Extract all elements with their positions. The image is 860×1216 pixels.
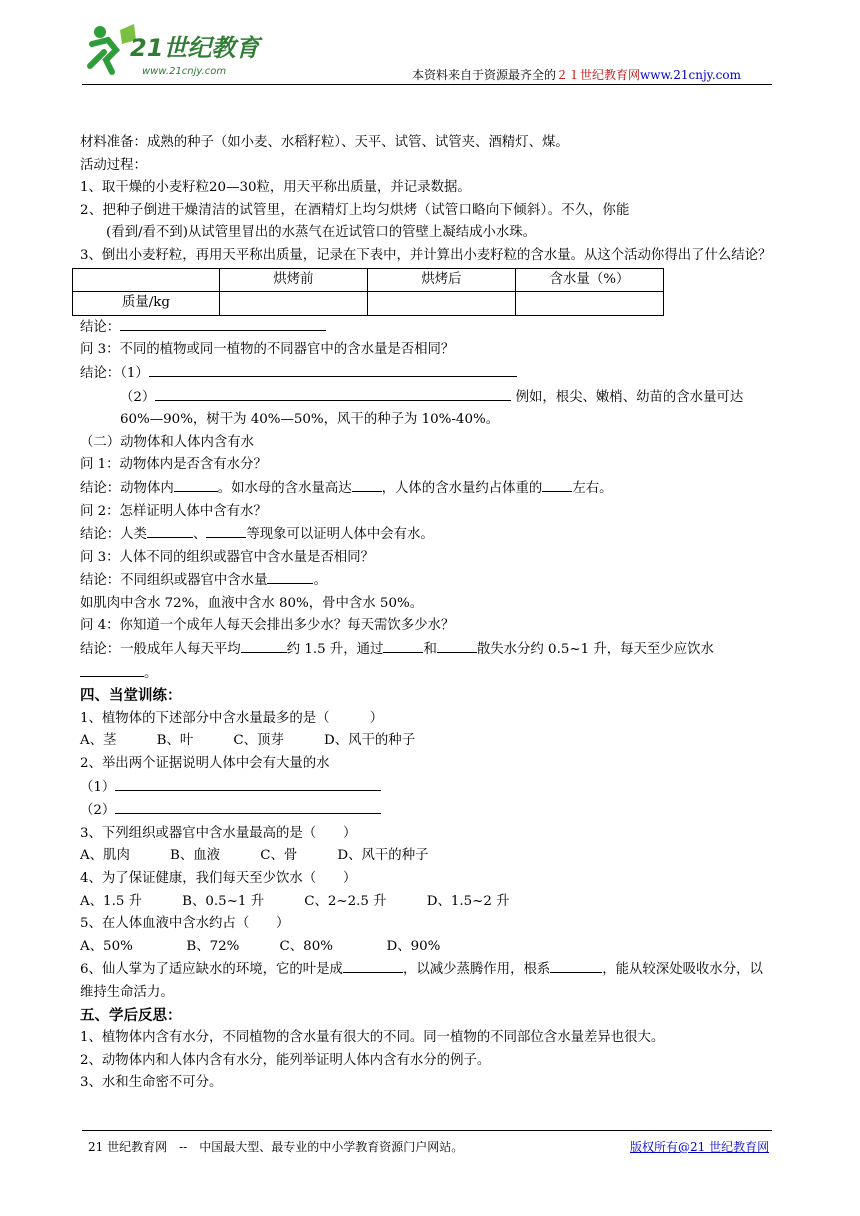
answer-blank[interactable] (383, 638, 423, 653)
table-header-cell: 烘烤前 (220, 268, 368, 292)
practice-q5: 5、在人体血液中含水约占（ ） (80, 916, 290, 932)
heading-reflection: 五、学后反思： (80, 1007, 182, 1024)
answer-blank[interactable] (352, 477, 382, 492)
reflection-3: 3、水和生命密不可分。 (80, 1075, 223, 1091)
answer-blank[interactable] (155, 386, 511, 401)
animal-question-2: 问 2：怎样证明人体中含有水？ (80, 503, 267, 519)
step-1: 1、取干燥的小麦籽粒20—30粒，用天平称出质量，并记录数据。 (80, 180, 471, 196)
reflection-2: 2、动物体内和人体内含有水分，能列举证明人体内含有水分的例子。 (80, 1052, 491, 1068)
practice-q1: 1、植物体的下述部分中含水量最多的是（ ） (80, 710, 384, 726)
animal-conclusion-1: 结论：动物体内 。如水母的含水量高达 ，人体的含水量约占体重的 左右。 (80, 477, 772, 501)
practice-q4-options: A、1.5 升 B、0.5~1 升 C、2~2.5 升 D、1.5~2 升 (80, 893, 510, 909)
table-header-cell: 含水量（%） (516, 268, 664, 292)
answer-blank[interactable] (206, 523, 246, 538)
document-body (80, 132, 772, 1095)
practice-q2-1: （1） (80, 776, 772, 800)
animal-conclusion-4: 结论：一般成年人每天平均 约 1.5 升，通过 和 散失水分约 0.5~1 升，每天至少应饮水。 (80, 638, 772, 685)
step-2-cont: (看到/看不到)从试管里冒出的水蒸气在近试管口的管壁上凝结成小水珠。 (106, 225, 537, 241)
practice-q4: 4、为了保证健康，我们每天至少饮水（ ） (80, 871, 357, 886)
conclusion-3b: （2） 例如，根尖、嫩梢、幼苗的含水量可达60%—90%，树干为 40%—50%，风干的种子为 10%-40%。 (80, 386, 772, 432)
data-table (72, 268, 664, 316)
practice-q1-options: A、茎 B、叶 C、顶芽 D、风干的种子 (80, 733, 416, 749)
source-link[interactable]: www.21cnjy.com (640, 68, 741, 82)
answer-blank[interactable] (542, 477, 572, 492)
conclusion-line: 结论： (80, 316, 772, 340)
header-divider (82, 84, 772, 85)
animal-question-1: 问 1：动物体内是否含有水分？ (80, 457, 267, 473)
question-3: 问 3：不同的植物或同一植物的不同器官中的含水量是否相同？ (80, 342, 455, 358)
materials-line: 材料准备：成熟的种子（如小麦、水稻籽粒）、天平、试管、试管夹、酒精灯、煤。 (80, 135, 569, 150)
site-logo (82, 20, 282, 82)
heading-practice: 四、当堂训练： (80, 688, 182, 705)
logo-url: www.21cnjy.com (142, 66, 227, 77)
animal-example: 如肌肉中含水 72%，血液中含水 80%，骨中含水 50%。 (80, 595, 424, 611)
answer-blank[interactable] (115, 799, 381, 814)
table-cell[interactable] (220, 292, 368, 316)
answer-blank[interactable] (115, 776, 381, 791)
animal-question-4: 问 4：你知道一个成年人每天会排出多少水？每天需饮多少水？ (80, 618, 455, 634)
step-2: 2、把种子倒进干燥清洁的试管里，在酒精灯上均匀烘烤（试管口略向下倾斜）。不久，你能 (80, 202, 630, 218)
practice-q5-options: A、50% B、72% C、80% D、90% (80, 938, 441, 954)
table-row-label: 质量/kg (73, 292, 220, 316)
answer-blank[interactable] (437, 638, 477, 653)
animal-conclusion-3: 结论：不同组织或器官中含水量 。 (80, 569, 772, 593)
table-cell[interactable] (368, 292, 516, 316)
answer-blank[interactable] (550, 958, 602, 973)
animal-question-3: 问 3：人体不同的组织或器官中含水量是否相同？ (80, 549, 374, 565)
animal-conclusion-2: 结论：人类 、 等现象可以证明人体中会有水。 (80, 523, 772, 547)
answer-blank[interactable] (149, 362, 517, 377)
footer-divider (82, 1130, 772, 1131)
reflection-1: 1、植物体内含有水分，不同植物的含水量有很大的不同。同一植物的不同部位含水量差异也很大。 (80, 1030, 665, 1046)
practice-q3-options: A、肌肉 B、血液 C、骨 D、风干的种子 (80, 848, 429, 864)
answer-blank[interactable] (147, 523, 193, 538)
table-header-cell: 烘烤后 (368, 268, 516, 292)
source-note: 本资料来自于资源最齐全的２１世纪教育网www.21cnjy.com (412, 68, 741, 82)
answer-blank[interactable] (120, 316, 326, 331)
section-2-title: （二）动物体和人体内含有水 (80, 434, 255, 450)
practice-q2-2: （2） (80, 799, 772, 823)
answer-blank[interactable] (343, 958, 403, 973)
process-label: 活动过程： (80, 157, 147, 173)
practice-q6: 6、仙人掌为了适应缺水的环境，它的叶是成 ，以减少蒸腾作用，根系 ，能从较深处吸收水分，以维持生命活力。 (80, 958, 772, 1004)
step-3: 3、倒出小麦籽粒，再用天平称出质量，记录在下表中，并计算出小麦籽粒的含水量。从这个活动你得出了什么结论？ (80, 247, 772, 263)
table-cell[interactable] (516, 292, 664, 316)
practice-q2: 2、举出两个证据说明人体中会有大量的水 (80, 756, 330, 772)
answer-blank[interactable] (267, 569, 313, 584)
footer-text: 21 世纪教育网 -- 中国最大型、最专业的中小学教育资源门户网站。 (88, 1140, 464, 1154)
logo-text: 21世纪教育 (130, 34, 260, 62)
answer-blank[interactable] (80, 662, 144, 677)
answer-blank[interactable] (241, 638, 287, 653)
table-header-cell (73, 268, 220, 292)
conclusion-3a: 结论：（1） (80, 362, 772, 386)
copyright-link[interactable]: 版权所有@21 世纪教育网 (630, 1140, 770, 1154)
answer-blank[interactable] (174, 477, 218, 492)
practice-q3: 3、下列组织或器官中含水量最高的是（ ） (80, 825, 357, 841)
